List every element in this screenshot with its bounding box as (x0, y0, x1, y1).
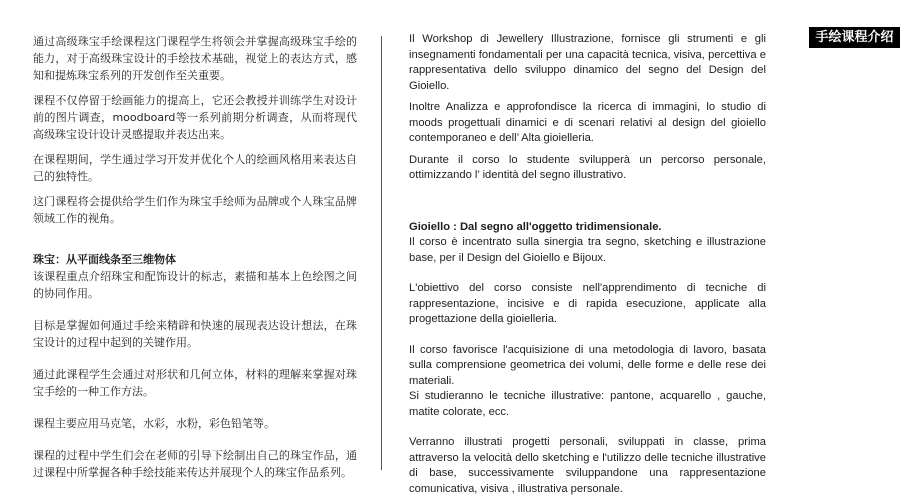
style-paragraph: 在课程期间，学生通过学习开发并优化个人的绘画风格用来表达自己的独特性。 (33, 153, 357, 183)
process-paragraph: 课程的过程中学生们会在老师的引导下绘制出自己的珠宝作品，通过课程中所掌握各种手绘技能来传达并展现个人的珠宝作品系列。 (33, 449, 357, 479)
chinese-column (33, 33, 357, 481)
workshop-paragraph: Il Workshop di Jewellery Illustrazione, fornisce gli strumenti e gli insegnamenti fondamentali per una capacità tecnica, visiva, percettiva e rappresentativa dello sviluppo dinamico del segno del Design del Gioiello. (409, 33, 766, 92)
module-intro-paragraph: 该课程重点介绍珠宝和配饰设计的标志，素描和基本上色绘图之间的协同作用。 (33, 270, 357, 300)
module-heading: 珠宝：从平面线条至三维物体 (33, 253, 176, 266)
italian-column (409, 32, 766, 497)
career-paragraph: 这门课程将会提供给学生们作为珠宝手绘师为品牌或个人珠宝品牌领域工作的视角。 (33, 195, 357, 225)
progetti-paragraph: Verranno illustrati progetti personali, sviluppati in classe, prima attraverso la velocità dello sketching e l'utilizzo delle tecniche illustrative di base, successivamente sviluppandone una rappresentazione comunicativa, visiva , illustrativa personale. (409, 436, 766, 495)
tecniche-paragraph: Si studieranno le tecniche illustrative: pantone, acquarello , gauche, matite colorate, ecc. (409, 390, 766, 418)
materials-paragraph: 课程主要应用马克笔，水彩，水粉，彩色铅笔等。 (33, 417, 275, 430)
goal-paragraph: 目标是掌握如何通过手绘来精辟和快速的展现表达设计想法，在珠宝设计的过程中起到的关键作用。 (33, 319, 357, 349)
column-divider (381, 36, 382, 470)
intro-paragraph: 通过高级珠宝手绘课程这门课程学生将领会并掌握高级珠宝手绘的能力，对于高级珠宝设计的手绘技术基础，视觉上的表达方式，感知和提炼珠宝系列的开发创作至关重要。 (33, 35, 357, 82)
metodologia-paragraph: Il corso favorisce l'acquisizione di una metodologia di lavoro, basata sulla comprensione geometrica dei volumi, delle forme e delle rese dei materiali. (409, 343, 766, 387)
research-paragraph: 课程不仅停留于绘画能力的提高上，它还会教授并训练学生对设计前的图片调查，moodboard等一系列前期分析调查，从而将现代高级珠宝设计设计灵感提取并表达出来。 (33, 94, 357, 141)
course-path-paragraph: Durante il corso lo studente svilupperà un percorso personale, ottimizzando l’ identità del segno illustrativo. (409, 153, 766, 181)
method-paragraph: 通过此课程学生会通过对形状和几何立体，材料的理解来掌握对珠宝手绘的一种工作方法。 (33, 368, 357, 398)
gioiello-heading: Gioiello : Dal segno all'oggetto tridimensionale. (409, 220, 662, 233)
sinergia-paragraph: Il corso è incentrato sulla sinergia tra segno, sketching e illustrazione base, per il Design del Gioiello e Bijoux. (409, 236, 766, 264)
section-badge: 手绘课程介绍 (809, 27, 900, 48)
obiettivo-paragraph: L'obiettivo del corso consiste nell'apprendimento di tecniche di rappresentazione, incisive e di rapida esecuzione, applicate alla progettazione della gioielleria. (409, 282, 766, 325)
analysis-paragraph: Inoltre Analizza e approfondisce la ricerca di immagini, lo studio di moods progettuali dinamici e di scenari relativi al design del gioiello contemporaneo e dell’ Alta gioielleria. (409, 101, 766, 144)
